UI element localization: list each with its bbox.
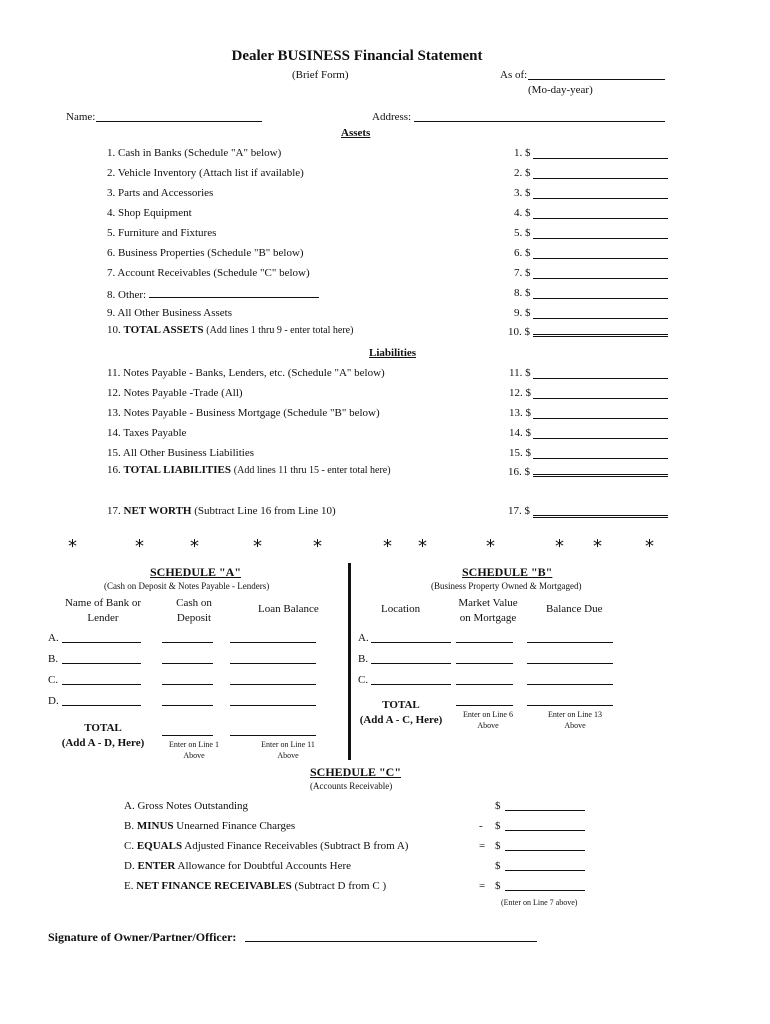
net-worth-instructions: (Subtract Line 16 from Line 10) bbox=[194, 505, 336, 517]
schedule-a-cash-field[interactable] bbox=[162, 642, 213, 643]
schedule-b-row-label: A. bbox=[358, 632, 369, 644]
line-number: 11. bbox=[107, 367, 121, 379]
schedule-b-col-market-line1: Market Value bbox=[458, 597, 518, 609]
star-mark: * bbox=[486, 536, 495, 557]
amount-field[interactable] bbox=[533, 458, 668, 459]
net-worth-label: NET WORTH bbox=[123, 505, 192, 517]
schedule-b-location-field[interactable] bbox=[371, 663, 451, 664]
schedule-c-line bbox=[124, 840, 408, 852]
schedule-b-note2 bbox=[532, 709, 618, 731]
line-ref bbox=[514, 247, 531, 259]
total-ref bbox=[508, 466, 530, 478]
schedule-a-row-label: B. bbox=[48, 653, 59, 665]
dollar-sign: $ bbox=[495, 800, 501, 812]
total-instructions: (Add lines 1 thru 9 - enter total here) bbox=[206, 325, 354, 336]
total-label: TOTAL LIABILITIES bbox=[123, 464, 232, 476]
schedule-b-title: SCHEDULE "B" bbox=[462, 565, 553, 579]
schedule-c-operator: - bbox=[479, 820, 483, 832]
dollar-sign: $ bbox=[525, 267, 531, 279]
line-label: Account Receivables (Schedule "C" below) bbox=[117, 267, 310, 279]
schedule-a-loan-field[interactable] bbox=[230, 642, 316, 643]
schedule-a-note2-line1: Enter on Line 11 bbox=[261, 740, 315, 749]
schedule-c-line-letter: A. bbox=[124, 800, 135, 812]
dollar-sign: $ bbox=[495, 820, 501, 832]
schedule-a-col-loan: Loan Balance bbox=[258, 603, 319, 615]
schedule-b-location-field[interactable] bbox=[371, 642, 451, 643]
line-ref bbox=[509, 427, 531, 439]
dollar-sign: $ bbox=[524, 466, 530, 478]
star-mark: * bbox=[383, 536, 392, 557]
line-ref bbox=[514, 147, 531, 159]
schedule-b-total-market[interactable] bbox=[456, 705, 513, 706]
star-mark: * bbox=[68, 536, 77, 557]
dollar-sign: $ bbox=[495, 880, 501, 892]
as-of-date-field[interactable] bbox=[528, 79, 665, 80]
net-worth-ref-number: 17. bbox=[508, 505, 522, 517]
schedule-c-line-keyword: NET FINANCE RECEIVABLES bbox=[136, 880, 292, 892]
line-ref bbox=[514, 167, 531, 179]
line-number: 6. bbox=[107, 247, 116, 259]
liabilities-heading: Liabilities bbox=[369, 347, 417, 359]
address-label: Address: bbox=[372, 111, 412, 123]
line-ref bbox=[514, 287, 531, 299]
line-item bbox=[107, 287, 319, 301]
dollar-sign: $ bbox=[525, 167, 531, 179]
amount-field[interactable] bbox=[533, 298, 668, 299]
assets-heading: Assets bbox=[341, 127, 371, 139]
line-item bbox=[107, 247, 304, 259]
line-ref-number: 13. bbox=[509, 407, 523, 419]
line-ref bbox=[509, 367, 531, 379]
line-ref-number: 4. bbox=[514, 207, 523, 219]
schedule-b-row-label: C. bbox=[358, 674, 369, 686]
total-line bbox=[107, 464, 391, 476]
schedule-a-row-label: C. bbox=[48, 674, 59, 686]
schedule-a-bank-field[interactable] bbox=[62, 684, 141, 685]
schedule-c-amount-field[interactable] bbox=[505, 850, 585, 851]
schedule-a-note1 bbox=[160, 739, 228, 761]
line-ref-number: 8. bbox=[514, 287, 523, 299]
line-label: Cash in Banks (Schedule "A" below) bbox=[118, 147, 282, 159]
amount-field[interactable] bbox=[533, 278, 668, 279]
schedule-c-line-letter: B. bbox=[124, 820, 135, 832]
dollar-sign: $ bbox=[525, 287, 531, 299]
schedule-a-note1-line1: Enter on Line 1 bbox=[169, 740, 219, 749]
amount-field[interactable] bbox=[533, 378, 668, 379]
schedule-a-total-cash[interactable] bbox=[162, 735, 213, 736]
schedule-b-total bbox=[352, 698, 450, 728]
line-item bbox=[107, 387, 243, 399]
schedule-c-line bbox=[124, 800, 248, 812]
schedule-a-cash-field[interactable] bbox=[162, 684, 213, 685]
schedule-a-total bbox=[52, 721, 154, 751]
line-ref bbox=[514, 227, 531, 239]
star-mark: * bbox=[555, 536, 564, 557]
total-label: TOTAL ASSETS bbox=[123, 324, 204, 336]
star-mark: * bbox=[313, 536, 322, 557]
line-ref bbox=[514, 307, 531, 319]
net-worth-ref bbox=[508, 505, 530, 517]
line-item bbox=[107, 207, 192, 219]
dollar-sign: $ bbox=[525, 307, 531, 319]
dollar-sign: $ bbox=[524, 326, 530, 338]
total-instructions: (Add lines 11 thru 15 - enter total here) bbox=[233, 465, 391, 476]
schedule-b-subtitle: (Business Property Owned & Mortgaged) bbox=[431, 581, 582, 591]
schedule-b-note2-line1: Enter on Line 13 bbox=[548, 710, 602, 719]
amount-field[interactable] bbox=[533, 418, 668, 419]
schedule-a-col-cash-line2: Deposit bbox=[176, 612, 212, 624]
other-asset-field[interactable] bbox=[149, 287, 319, 298]
dollar-sign: $ bbox=[525, 247, 531, 259]
line-label: Taxes Payable bbox=[123, 427, 187, 439]
dollar-sign: $ bbox=[495, 860, 501, 872]
dollar-sign: $ bbox=[525, 407, 531, 419]
name-field[interactable] bbox=[96, 121, 262, 122]
schedule-c-amount-field[interactable] bbox=[505, 810, 585, 811]
total-amount-field[interactable] bbox=[533, 334, 668, 337]
total-ref bbox=[508, 326, 530, 338]
amount-field[interactable] bbox=[533, 318, 668, 319]
total-number: 10. bbox=[107, 324, 121, 336]
schedule-c-line-letter: C. bbox=[124, 840, 135, 852]
schedule-c-line-text: Allowance for Doubtful Accounts Here bbox=[177, 860, 352, 872]
schedule-a-bank-field[interactable] bbox=[62, 642, 141, 643]
line-item bbox=[107, 267, 310, 279]
amount-field[interactable] bbox=[533, 438, 668, 439]
dollar-sign: $ bbox=[495, 840, 501, 852]
line-label: Shop Equipment bbox=[118, 207, 192, 219]
line-number: 3. bbox=[107, 187, 116, 199]
schedule-b-balance-field[interactable] bbox=[527, 642, 613, 643]
form-title: Dealer BUSINESS Financial Statement bbox=[231, 48, 483, 64]
line-number: 2. bbox=[107, 167, 116, 179]
amount-field[interactable] bbox=[533, 398, 668, 399]
schedule-b-col-market-line2: on Mortgage bbox=[459, 612, 517, 624]
total-amount-field[interactable] bbox=[533, 474, 668, 477]
schedule-c-line bbox=[124, 860, 351, 872]
line-ref-number: 2. bbox=[514, 167, 523, 179]
line-ref bbox=[509, 447, 531, 459]
schedule-c-line-text: Unearned Finance Charges bbox=[176, 820, 296, 832]
net-worth-number: 17. bbox=[107, 505, 121, 517]
schedule-a-note1-line2: Above bbox=[183, 751, 205, 760]
signature-field[interactable] bbox=[245, 941, 537, 942]
schedule-c-line-keyword: ENTER bbox=[137, 860, 176, 872]
total-ref-number: 10. bbox=[508, 326, 522, 338]
schedule-b-balance-field[interactable] bbox=[527, 684, 613, 685]
line-label: Notes Payable -Trade (All) bbox=[123, 387, 243, 399]
line-ref bbox=[514, 187, 531, 199]
schedule-a-loan-field[interactable] bbox=[230, 684, 316, 685]
line-ref-number: 5. bbox=[514, 227, 523, 239]
address-field[interactable] bbox=[414, 121, 665, 122]
schedule-c-line bbox=[124, 880, 386, 892]
schedule-c-line-letter: D. bbox=[124, 860, 135, 872]
schedule-a-bank-field[interactable] bbox=[62, 705, 141, 706]
line-number: 5. bbox=[107, 227, 116, 239]
amount-field[interactable] bbox=[533, 218, 668, 219]
line-label: All Other Business Liabilities bbox=[122, 447, 254, 459]
amount-field[interactable] bbox=[533, 178, 668, 179]
line-number: 4. bbox=[107, 207, 116, 219]
line-number: 8. bbox=[107, 289, 116, 301]
date-format-hint: (Mo-day-year) bbox=[528, 84, 593, 96]
schedule-a-note2-line2: Above bbox=[277, 751, 299, 760]
line-item bbox=[107, 227, 216, 239]
schedule-b-total-balance[interactable] bbox=[527, 705, 613, 706]
star-mark: * bbox=[190, 536, 199, 557]
dollar-sign: $ bbox=[525, 387, 531, 399]
line-item bbox=[107, 447, 254, 459]
total-ref-number: 16. bbox=[508, 466, 522, 478]
schedule-b-col-market bbox=[450, 596, 526, 626]
schedule-c-operator: = bbox=[479, 840, 486, 852]
dollar-sign: $ bbox=[525, 187, 531, 199]
schedule-a-row-label: A. bbox=[48, 632, 59, 644]
line-item bbox=[107, 307, 232, 319]
net-worth-dollar: $ bbox=[524, 505, 530, 517]
schedule-b-col-balance: Balance Due bbox=[546, 603, 603, 615]
schedule-b-total-label: TOTAL bbox=[382, 699, 420, 711]
net-worth-line bbox=[107, 505, 336, 517]
line-item bbox=[107, 187, 213, 199]
schedule-c-line-text: Adjusted Finance Receivables (Subtract B from A) bbox=[184, 840, 409, 852]
line-label: Notes Payable - Business Mortgage (Schedule "B" below) bbox=[123, 407, 380, 419]
dollar-sign: $ bbox=[525, 147, 531, 159]
schedule-divider bbox=[348, 563, 351, 760]
schedule-c-line-letter: E. bbox=[124, 880, 134, 892]
line-ref bbox=[514, 207, 531, 219]
schedule-b-row-label: B. bbox=[358, 653, 369, 665]
line-item bbox=[107, 167, 304, 179]
line-item bbox=[107, 427, 186, 439]
amount-field[interactable] bbox=[533, 198, 668, 199]
schedule-c-amount-field[interactable] bbox=[505, 890, 585, 891]
line-item bbox=[107, 367, 385, 379]
line-ref bbox=[509, 387, 531, 399]
line-ref-number: 3. bbox=[514, 187, 523, 199]
schedule-b-note1 bbox=[450, 709, 526, 731]
line-ref-number: 1. bbox=[514, 147, 523, 159]
line-ref-number: 11. bbox=[509, 367, 523, 379]
line-label: Other: bbox=[118, 289, 147, 301]
schedule-c-title: SCHEDULE "C" bbox=[310, 765, 402, 779]
amount-field[interactable] bbox=[533, 158, 668, 159]
total-number: 16. bbox=[107, 464, 121, 476]
line-label: Vehicle Inventory (Attach list if available) bbox=[117, 167, 304, 179]
line-label: Parts and Accessories bbox=[118, 187, 214, 199]
line-number: 12. bbox=[107, 387, 121, 399]
line-label: Business Properties (Schedule "B" below) bbox=[118, 247, 304, 259]
schedule-a-col-bank bbox=[52, 596, 154, 626]
schedule-c-line bbox=[124, 820, 295, 832]
schedule-b-location-field[interactable] bbox=[371, 684, 451, 685]
schedule-a-loan-field[interactable] bbox=[230, 663, 316, 664]
star-mark: * bbox=[135, 536, 144, 557]
line-item bbox=[107, 147, 281, 159]
form-subtitle: (Brief Form) bbox=[292, 69, 349, 81]
line-number: 15. bbox=[107, 447, 121, 459]
name-label: Name: bbox=[66, 111, 96, 123]
schedule-a-col-bank-line2: Lender bbox=[87, 612, 119, 624]
schedule-a-loan-field[interactable] bbox=[230, 705, 316, 706]
line-number: 7. bbox=[107, 267, 116, 279]
schedule-a-cash-field[interactable] bbox=[162, 705, 213, 706]
star-mark: * bbox=[418, 536, 427, 557]
star-mark: * bbox=[645, 536, 654, 557]
schedule-c-line-text: Gross Notes Outstanding bbox=[137, 800, 249, 812]
schedule-c-amount-field[interactable] bbox=[505, 830, 585, 831]
schedule-b-col-location: Location bbox=[381, 603, 421, 615]
schedule-b-note1-line2: Above bbox=[477, 721, 499, 730]
schedule-a-total-label: TOTAL bbox=[84, 722, 122, 734]
line-ref-number: 9. bbox=[514, 307, 523, 319]
schedule-c-note: (Enter on Line 7 above) bbox=[501, 898, 578, 907]
schedule-a-subtitle: (Cash on Deposit & Notes Payable - Lenders) bbox=[104, 581, 270, 591]
amount-field[interactable] bbox=[533, 258, 668, 259]
line-number: 9. bbox=[107, 307, 116, 319]
schedule-b-market-field[interactable] bbox=[456, 663, 513, 664]
schedule-b-market-field[interactable] bbox=[456, 642, 513, 643]
dollar-sign: $ bbox=[525, 207, 531, 219]
line-label: Furniture and Fixtures bbox=[118, 227, 217, 239]
line-ref bbox=[509, 407, 531, 419]
dollar-sign: $ bbox=[525, 447, 531, 459]
schedule-a-note2 bbox=[248, 739, 328, 761]
schedule-a-total-loan[interactable] bbox=[230, 735, 316, 736]
total-line bbox=[107, 324, 353, 336]
schedule-a-total-instructions: (Add A - D, Here) bbox=[61, 737, 145, 749]
line-ref-number: 6. bbox=[514, 247, 523, 259]
schedule-c-line-keyword: MINUS bbox=[136, 820, 174, 832]
line-ref-number: 14. bbox=[509, 427, 523, 439]
signature-label: Signature of Owner/Partner/Officer: bbox=[48, 930, 237, 944]
schedule-b-note1-line1: Enter on Line 6 bbox=[463, 710, 513, 719]
schedule-a-row-label: D. bbox=[48, 695, 59, 707]
schedule-c-subtitle: (Accounts Receivable) bbox=[310, 781, 393, 791]
line-item bbox=[107, 407, 380, 419]
line-label: Notes Payable - Banks, Lenders, etc. (Schedule "A" below) bbox=[123, 367, 385, 379]
line-ref-number: 7. bbox=[514, 267, 523, 279]
schedule-c-line-text: (Subtract D from C ) bbox=[294, 880, 387, 892]
line-number: 14. bbox=[107, 427, 121, 439]
schedule-a-title: SCHEDULE "A" bbox=[150, 565, 242, 579]
star-mark: * bbox=[253, 536, 262, 557]
amount-field[interactable] bbox=[533, 238, 668, 239]
star-mark: * bbox=[593, 536, 602, 557]
line-number: 1. bbox=[107, 147, 116, 159]
schedule-a-col-cash bbox=[160, 596, 228, 626]
schedule-c-amount-field[interactable] bbox=[505, 870, 585, 871]
schedule-c-operator: = bbox=[479, 880, 486, 892]
schedule-a-col-cash-line1: Cash on bbox=[176, 597, 212, 609]
schedule-a-cash-field[interactable] bbox=[162, 663, 213, 664]
net-worth-field[interactable] bbox=[533, 515, 668, 518]
schedule-a-col-bank-line1: Name of Bank or bbox=[64, 597, 142, 609]
line-number: 13. bbox=[107, 407, 121, 419]
line-ref-number: 15. bbox=[509, 447, 523, 459]
dollar-sign: $ bbox=[525, 427, 531, 439]
schedule-b-market-field[interactable] bbox=[456, 684, 513, 685]
schedule-c-line-keyword: EQUALS bbox=[136, 840, 183, 852]
schedule-a-bank-field[interactable] bbox=[62, 663, 141, 664]
line-ref bbox=[514, 267, 531, 279]
dollar-sign: $ bbox=[525, 227, 531, 239]
schedule-b-note2-line2: Above bbox=[564, 721, 586, 730]
schedule-b-balance-field[interactable] bbox=[527, 663, 613, 664]
dollar-sign: $ bbox=[525, 367, 531, 379]
schedule-b-total-instructions: (Add A - C, Here) bbox=[359, 714, 443, 726]
as-of-label: As of: bbox=[500, 69, 528, 81]
line-label: All Other Business Assets bbox=[117, 307, 232, 319]
line-ref-number: 12. bbox=[509, 387, 523, 399]
